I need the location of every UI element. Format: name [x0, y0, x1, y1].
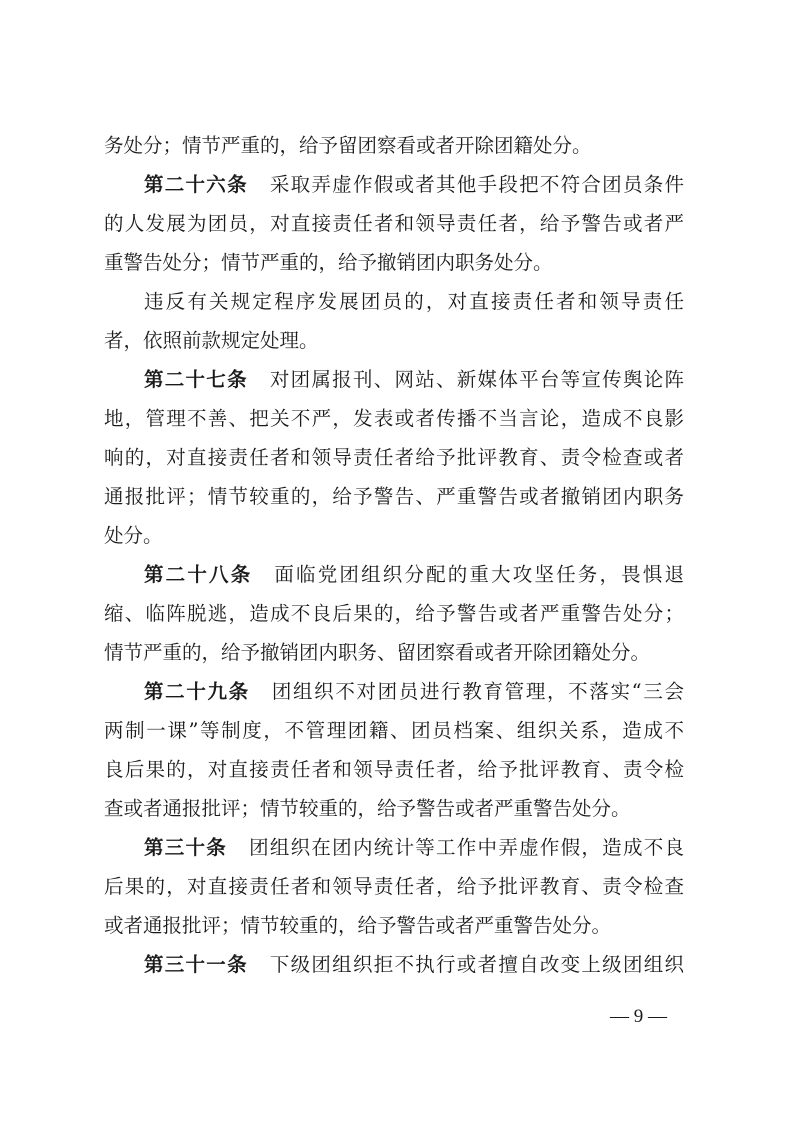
- paragraph-text: 的人发展为团员，对直接责任者和领导责任者，给予警告或者严: [104, 212, 684, 235]
- text-line: [104, 477, 684, 516]
- text-line: [104, 906, 684, 945]
- paragraph-text: 面临党团组织分配的重大攻坚任务，畏惧退: [274, 563, 684, 586]
- text-line: [104, 204, 684, 243]
- text-line: [104, 750, 684, 789]
- text-line: [104, 867, 684, 906]
- paragraph-text: 违反有关规定程序发展团员的，对直接责任者和领导责任: [144, 290, 684, 313]
- article-heading: 第三十一条: [144, 953, 248, 976]
- paragraph-text: 采取弄虚作假或者其他手段把不符合团员条件: [269, 173, 684, 196]
- paragraph-text: 团组织在团内统计等工作中弄虚作假，造成不良: [249, 836, 684, 859]
- article-first-line: [104, 165, 684, 204]
- paragraph-text: 查或者通报批评；情节较重的，给予警告或者严重警告处分。: [104, 797, 631, 820]
- article-first-line: [104, 828, 684, 867]
- article-first-line: [104, 555, 684, 594]
- text-line: [104, 633, 684, 672]
- article-heading: 第二十八条: [144, 563, 253, 586]
- document-body: [104, 126, 684, 984]
- text-line: [104, 243, 684, 282]
- text-line: [104, 399, 684, 438]
- paragraph-text: 下级团组织拒不执行或者擅自改变上级团组织: [269, 953, 684, 976]
- paragraph-text: 后果的，对直接责任者和领导责任者，给予批评教育、责令检查: [104, 875, 684, 898]
- page-number: — 9 —: [610, 1006, 667, 1027]
- paragraph-text: 地，管理不善、把关不严，发表或者传播不当言论，造成不良影: [104, 407, 684, 430]
- paragraph-text: 重警告处分；情节严重的，给予撤销团内职务处分。: [104, 251, 553, 274]
- article-first-line: [104, 672, 684, 711]
- paragraph-text: 良后果的，对直接责任者和领导责任者，给予批评教育、责令检: [104, 758, 684, 781]
- article-first-line: [104, 945, 684, 984]
- text-line: [104, 711, 684, 750]
- article-heading: 第三十条: [144, 836, 228, 859]
- paragraph-text: 情节严重的，给予撤销团内职务、留团察看或者开除团籍处分。: [104, 641, 651, 664]
- paragraph-text: 对团属报刊、网站、新媒体平台等宣传舆论阵: [269, 368, 684, 391]
- paragraph-text: 通报批评；情节较重的，给予警告、严重警告或者撤销团内职务: [104, 485, 684, 508]
- article-heading: 第二十六条: [144, 173, 248, 196]
- paragraph-text: 两制一课”等制度，不管理团籍、团员档案、组织关系，造成不: [104, 719, 684, 742]
- text-line: [104, 789, 684, 828]
- paragraph-text: 团组织不对团员进行教育管理，不落实“三会: [271, 680, 684, 703]
- text-line: [104, 594, 684, 633]
- paragraph-text: 务处分；情节严重的，给予留团察看或者开除团籍处分。: [104, 134, 592, 157]
- paragraph-text: 处分。: [104, 524, 163, 547]
- text-line: [104, 516, 684, 555]
- article-heading: 第二十九条: [144, 680, 250, 703]
- paragraph-text: 或者通报批评；情节较重的，给予警告或者严重警告处分。: [104, 914, 612, 937]
- text-line: [104, 321, 684, 360]
- article-heading: 第二十七条: [144, 368, 248, 391]
- text-line: [104, 282, 684, 321]
- text-line: [104, 438, 684, 477]
- paragraph-text: 者，依照前款规定处理。: [104, 329, 319, 352]
- paragraph-text: 响的，对直接责任者和领导责任者给予批评教育、责令检查或者: [104, 446, 684, 469]
- text-line: [104, 126, 684, 165]
- article-first-line: [104, 360, 684, 399]
- paragraph-text: 缩、临阵脱逃，造成不良后果的，给予警告或者严重警告处分；: [104, 602, 684, 625]
